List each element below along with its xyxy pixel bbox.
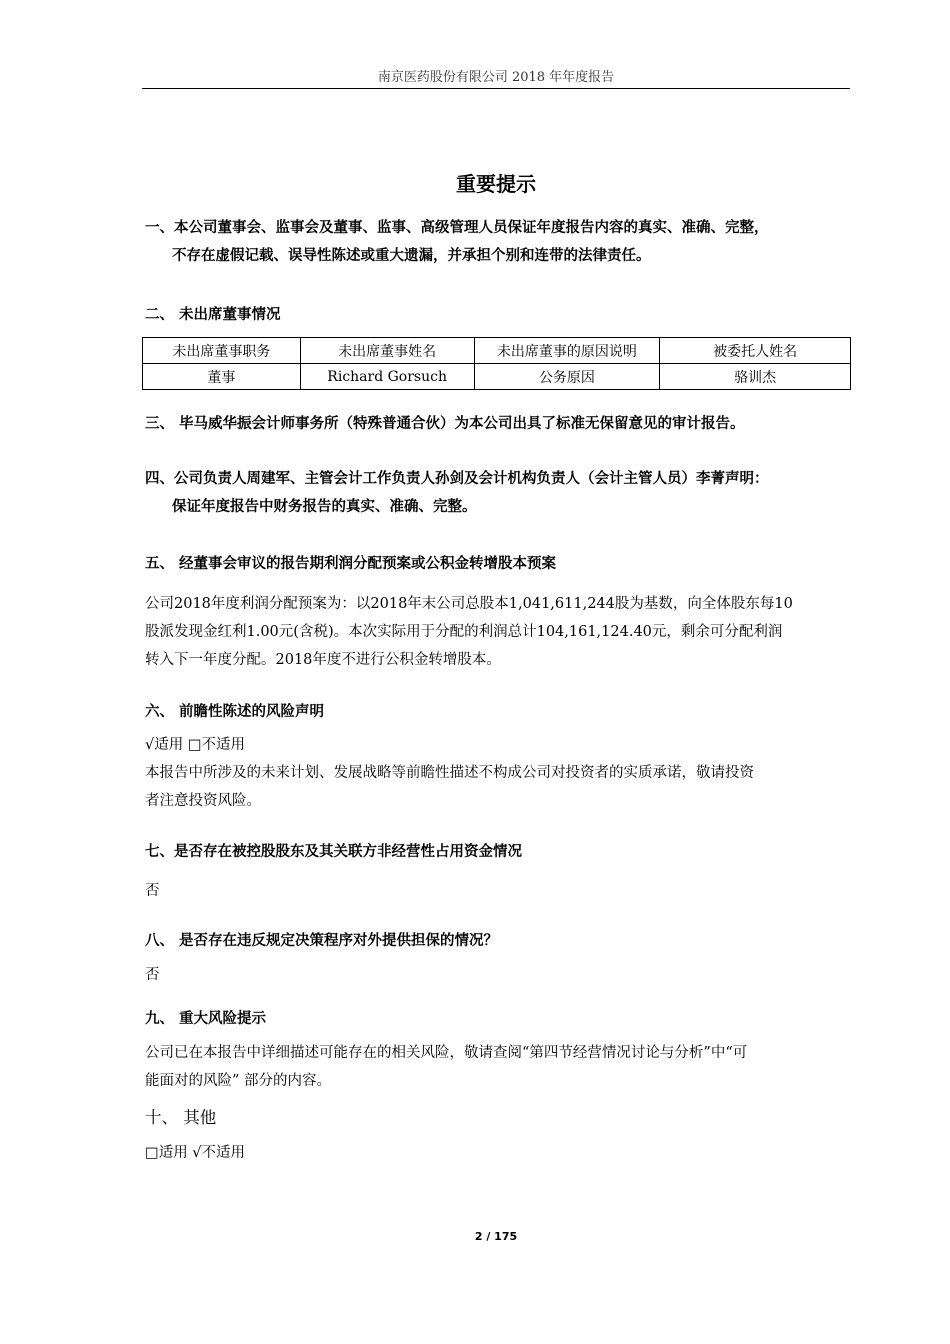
section-4-line-1: 四、公司负责人周建军、主管会计工作负责人孙剑及会计机构负责人（会计主管人员）李菁声明：: [145, 471, 769, 487]
section-1: [145, 214, 853, 270]
table-row: [143, 364, 851, 390]
section-5-body: [145, 590, 853, 674]
table-cell: Richard Gorsuch: [300, 364, 474, 390]
section-8-heading: 八、 是否存在违反规定决策程序对外提供担保的情况？: [145, 933, 499, 949]
table-header-cell: 被委托人姓名: [660, 338, 851, 364]
section-1-line-1: 一、本公司董事会、监事会及董事、监事、高级管理人员保证年度报告内容的真实、准确、完整，: [145, 220, 769, 236]
section-6-options: √适用 □不适用: [145, 737, 246, 753]
section-2-heading: 二、 未出席董事情况: [145, 307, 281, 323]
section-3: 三、 毕马威华振会计师事务所（特殊普通合伙）为本公司出具了标准无保留意见的审计报告。: [145, 416, 745, 432]
section-9-line-1: 公司已在本报告中详细描述可能存在的相关风险，敬请查阅“第四节经营情况讨论与分析”中“可: [145, 1045, 748, 1061]
page-title: 重要提示: [456, 172, 536, 196]
section-6-heading: 六、 前瞻性陈述的风险声明: [145, 704, 325, 720]
section-9-heading: 九、 重大风险提示: [145, 1011, 267, 1027]
table-cell: 公务原因: [474, 364, 660, 390]
section-9-body: [145, 1039, 853, 1095]
page-header: 南京医药股份有限公司 2018 年年度报告: [377, 70, 615, 85]
section-10-heading: 十、 其他: [145, 1108, 217, 1127]
section-8-answer: 否: [145, 967, 160, 983]
section-6-line-1: 本报告中所涉及的未来计划、发展战略等前瞻性描述不构成公司对投资者的实质承诺，敬请投资: [145, 765, 754, 781]
section-9-line-2: 能面对的风险” 部分的内容。: [145, 1073, 332, 1089]
table-header-cell: 未出席董事的原因说明: [474, 338, 660, 364]
section-4: [145, 465, 853, 521]
section-7-answer: 否: [145, 883, 160, 899]
table-header-row: [143, 338, 851, 364]
absent-directors-table: [142, 337, 851, 390]
section-5-line-1: 公司2018年度利润分配预案为：以2018年末公司总股本1,041,611,244股为基数，向全体股东每10: [145, 596, 793, 612]
table-cell: 董事: [143, 364, 301, 390]
section-4-line-2: 保证年度报告中财务报告的真实、准确、完整。: [172, 499, 477, 515]
section-1-line-2: 不存在虚假记载、误导性陈述或重大遗漏，并承担个别和连带的法律责任。: [172, 248, 651, 264]
header-divider: [142, 88, 850, 89]
page-number: 2 / 175: [474, 1230, 518, 1243]
section-5-line-3: 转入下一年度分配。2018年度不进行公积金转增股本。: [145, 652, 501, 668]
section-5-heading: 五、 经董事会审议的报告期利润分配预案或公积金转增股本预案: [145, 556, 557, 572]
section-7-heading: 七、是否存在被控股股东及其关联方非经营性占用资金情况: [145, 844, 522, 860]
section-6-body: [145, 731, 853, 815]
section-10-options: □适用 √不适用: [145, 1145, 246, 1161]
table-header-cell: 未出席董事姓名: [300, 338, 474, 364]
section-5-line-2: 股派发现金红利1.00元(含税)。本次实际用于分配的利润总计104,161,124.40元，剩余可分配利润: [145, 624, 783, 640]
table-cell: 骆训杰: [660, 364, 851, 390]
section-6-line-2: 者注意投资风险。: [145, 793, 261, 809]
table-header-cell: 未出席董事职务: [143, 338, 301, 364]
